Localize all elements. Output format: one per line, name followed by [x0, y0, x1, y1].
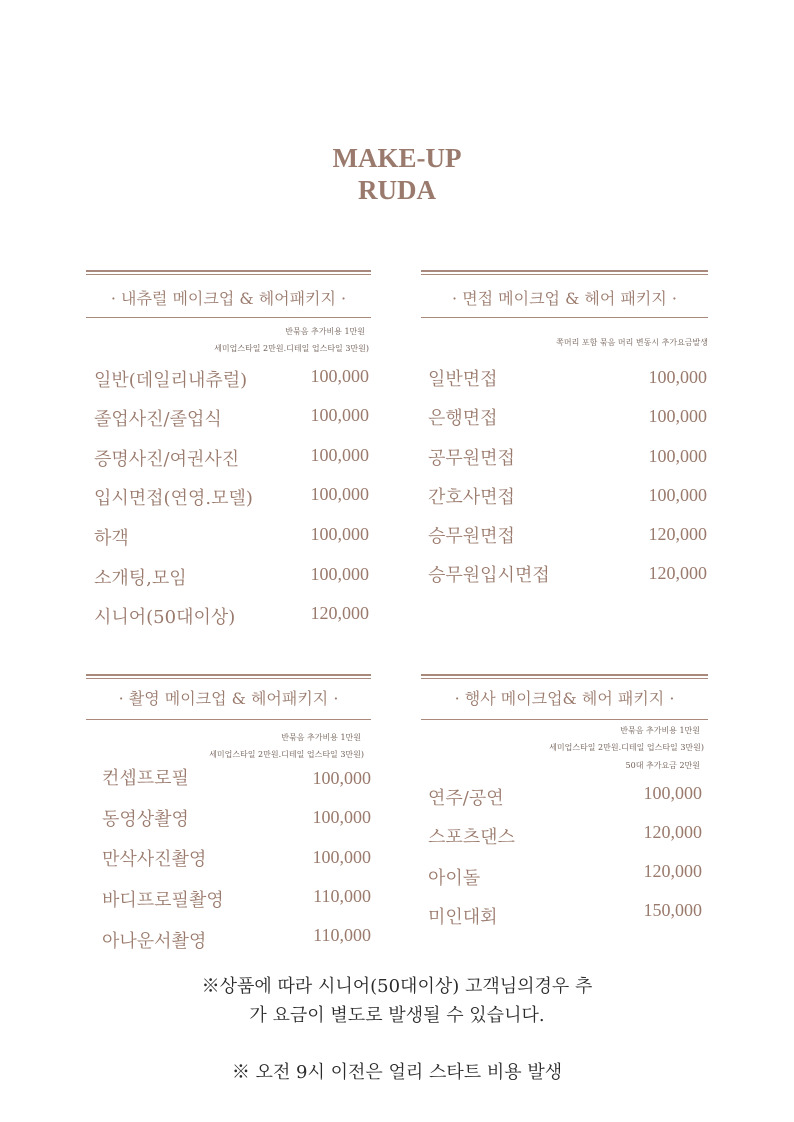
- menu-item-price: 100,000: [310, 564, 369, 584]
- menu-item-name: 승무원입시면접: [428, 565, 550, 586]
- menu-item-name: 입시면접(연영.모델): [94, 488, 253, 509]
- menu-item-name: 시니어(50대이상): [94, 607, 236, 628]
- menu-item-price: 100,000: [310, 484, 369, 504]
- section-divider: [86, 719, 371, 720]
- menu-item-price: 120,000: [643, 861, 702, 881]
- menu-item-name: 만삭사진촬영: [102, 849, 207, 870]
- menu-item-price: 100,000: [648, 406, 707, 426]
- menu-item-price: 120,000: [643, 822, 702, 842]
- section-note: 50대 추가요금 2만원: [625, 761, 700, 770]
- section-interview: [421, 270, 708, 600]
- menu-item-price: 100,000: [310, 405, 369, 425]
- footer-note-early-start: ※ 오전 9시 이전은 얼리 스타트 비용 발생: [231, 1062, 563, 1083]
- section-note: 반묶음 추가비용 1만원: [285, 327, 365, 336]
- menu-item-name: 미인대회: [428, 907, 498, 928]
- menu-item-name: 졸업사진/졸업식: [94, 409, 222, 430]
- menu-item-name: 아이돌: [428, 868, 481, 889]
- section-top-rule: [86, 270, 371, 275]
- section-note: 세미업스타일 2만원.디테일 업스타일 3만원): [549, 743, 704, 752]
- menu-item-name: 동영상촬영: [102, 809, 189, 830]
- menu-item-name: 아나운서촬영: [102, 931, 207, 952]
- brand-title-line2: RUDA: [358, 175, 436, 205]
- menu-item-name: 스포츠댄스: [428, 827, 515, 848]
- section-note: 세미업스타일 2만원.디테일 업스타일 3만원): [209, 750, 364, 759]
- menu-item-price: 100,000: [312, 847, 371, 867]
- section-title: · 촬영 메이크업 & 헤어패키지 ·: [118, 689, 339, 708]
- menu-item-price: 100,000: [310, 524, 369, 544]
- menu-item-price: 100,000: [312, 768, 371, 788]
- section-title: · 행사 메이크업& 헤어 패키지 ·: [454, 689, 675, 708]
- menu-item-price: 110,000: [313, 886, 371, 906]
- section-title: · 면접 메이크업 & 헤어 패키지 ·: [452, 289, 677, 308]
- menu-item-price: 100,000: [648, 367, 707, 387]
- section-title: · 내츄럴 메이크업 & 헤어패키지 ·: [110, 289, 347, 308]
- menu-item-name: 간호사면접: [428, 487, 515, 508]
- menu-item-price: 100,000: [310, 366, 369, 386]
- section-note: 쪽머리 포함 묶음 머리 변동시 추가요금발생: [556, 338, 708, 347]
- section-event: [421, 674, 708, 934]
- menu-item-name: 증명사진/여권사진: [94, 449, 240, 470]
- menu-item-price: 100,000: [648, 446, 707, 466]
- section-top-rule: [421, 674, 708, 679]
- section-divider: [421, 719, 708, 720]
- menu-item-name: 일반면접: [428, 369, 498, 390]
- section-natural: [86, 270, 371, 630]
- menu-item-name: 컨셉프로필: [102, 768, 189, 789]
- section-note: 반묶음 추가비용 1만원: [620, 726, 700, 735]
- section-top-rule: [421, 270, 708, 275]
- footer-note-line1: ※상품에 따라 시니어(50대이상) 고객님의경우 추: [201, 976, 593, 997]
- menu-item-name: 일반(데일리내츄럴): [94, 370, 248, 391]
- menu-item-name: 은행면접: [428, 408, 498, 429]
- menu-item-name: 소개팅,모임: [94, 568, 187, 589]
- menu-item-price: 110,000: [313, 925, 371, 945]
- menu-item-price: 120,000: [648, 563, 707, 583]
- menu-item-price: 150,000: [643, 900, 702, 920]
- menu-item-name: 바디프로필촬영: [102, 890, 224, 911]
- menu-item-price: 100,000: [648, 485, 707, 505]
- section-divider: [421, 317, 708, 318]
- section-photo: [86, 674, 371, 964]
- section-note: 세미업스타일 2만원.디테일 업스타일 3만원): [214, 344, 369, 353]
- section-top-rule: [86, 674, 371, 679]
- menu-item-price: 100,000: [643, 783, 702, 803]
- section-note: 반묶음 추가비용 1만원: [281, 733, 361, 742]
- brand-title-line1: MAKE-UP: [332, 143, 462, 173]
- menu-item-name: 연주/공연: [428, 788, 504, 809]
- section-divider: [86, 317, 371, 318]
- menu-item-price: 100,000: [312, 807, 371, 827]
- menu-item-name: 공무원면접: [428, 448, 515, 469]
- menu-item-price: 100,000: [310, 445, 369, 465]
- menu-item-price: 120,000: [648, 524, 707, 544]
- menu-item-name: 승무원면접: [428, 526, 515, 547]
- menu-item-price: 120,000: [310, 603, 369, 623]
- menu-item-name: 하객: [94, 528, 129, 549]
- footer-note-line2: 가 요금이 별도로 발생될 수 있습니다.: [249, 1005, 545, 1026]
